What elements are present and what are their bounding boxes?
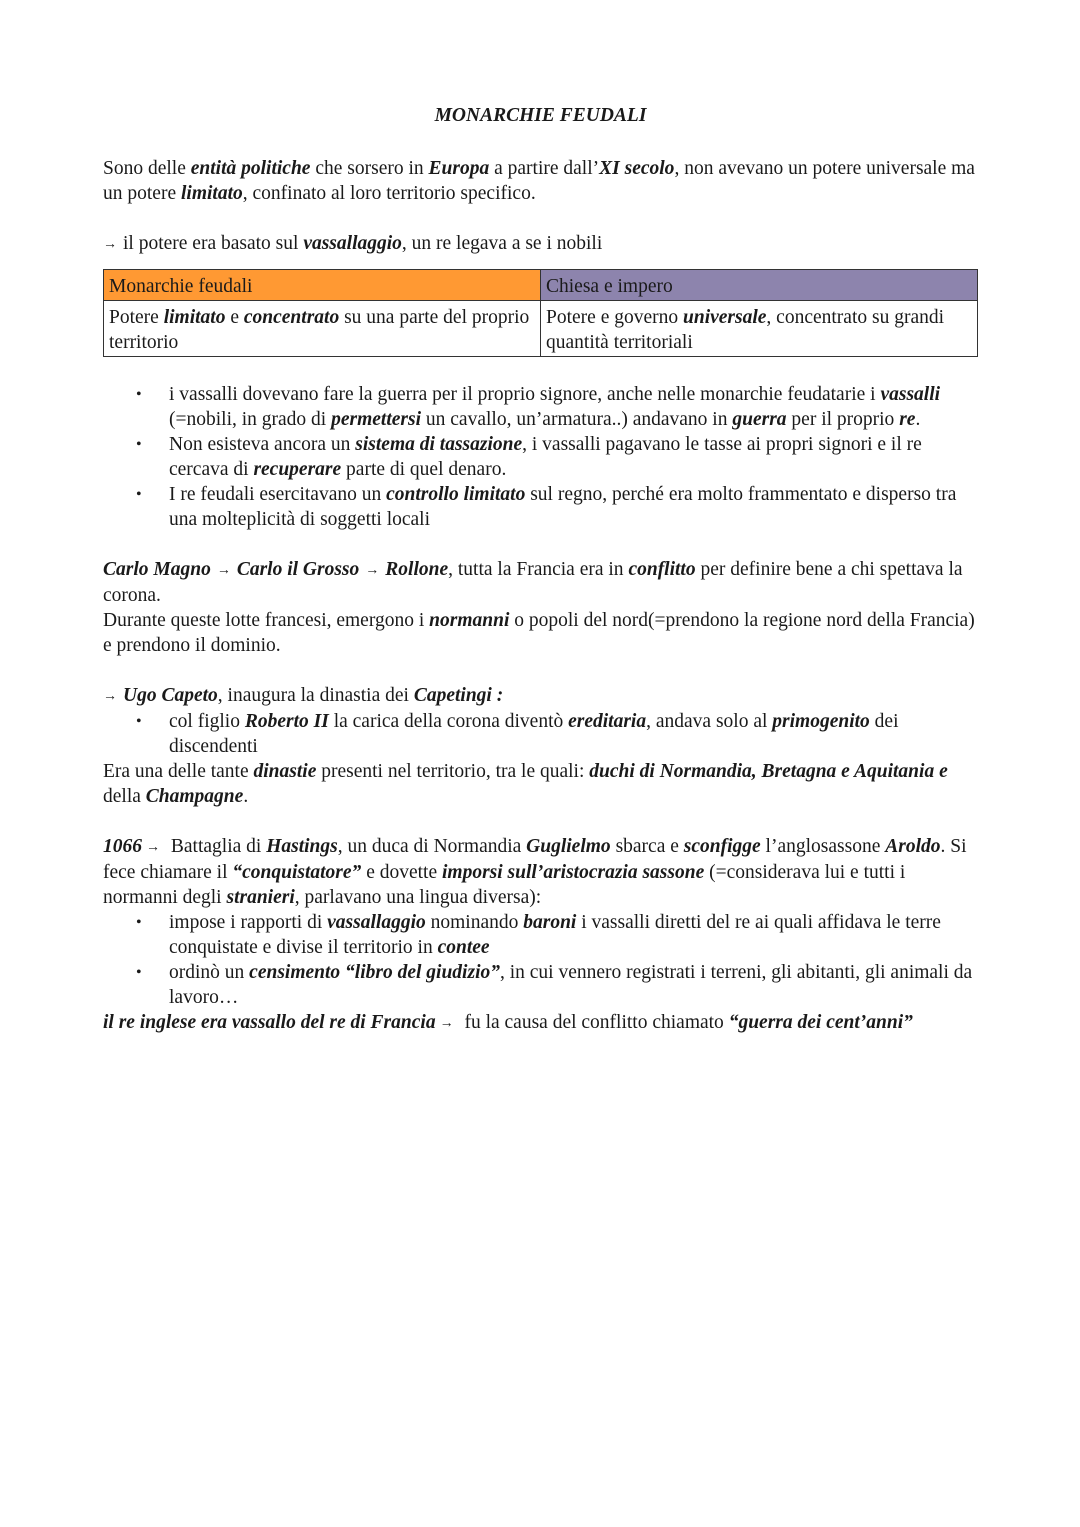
cell-chiesa-impero — [541, 301, 978, 357]
item-emphasis: re — [899, 409, 916, 430]
cell-monarchie-feudali — [104, 301, 541, 357]
capeto-paragraph — [103, 683, 978, 709]
item-emphasis: Roberto II — [244, 711, 329, 732]
closing-text: fu la causa del conflitto chiamato — [459, 1012, 729, 1033]
arrow-icon: → — [103, 237, 117, 252]
france-emphasis: normanni — [429, 610, 510, 631]
closing-paragraph — [103, 1010, 978, 1036]
capeto-text: della — [103, 786, 146, 807]
list-item — [103, 960, 978, 1010]
capeto-emphasis: Ugo Capeto — [123, 685, 218, 706]
cell-emphasis: universale — [683, 307, 767, 328]
item-emphasis: vassalli — [880, 384, 941, 405]
hastings-text: . Si fece chiamare il — [103, 836, 967, 883]
item-emphasis: censimento — [249, 962, 341, 983]
item-emphasis: vassallaggio — [327, 912, 426, 933]
item-text: la carica della corona diventò — [328, 711, 569, 732]
hastings-emphasis: imporsi sull’aristocrazia sassone — [442, 862, 705, 883]
cell-text: Potere — [109, 307, 164, 328]
vassal-paragraph — [103, 231, 978, 257]
france-text: per definire bene a chi spettava la corona. — [103, 559, 963, 606]
item-text: ordinò un — [169, 962, 250, 983]
france-text: o popoli del nord(=prendono la regione nord della Francia) e prendono il dominio. — [103, 610, 975, 656]
hastings-emphasis: “conquistatore” — [232, 862, 362, 883]
item-text: , i vassalli pagavano le tasse ai propri signori e il re cercava di — [169, 434, 922, 480]
table-header-row — [104, 270, 978, 301]
hastings-emphasis: 1066 — [103, 836, 142, 857]
intro-text: Sono delle — [103, 158, 191, 179]
intro-emphasis: limitato — [180, 183, 243, 204]
capeto-text: . — [243, 786, 249, 807]
item-emphasis: baroni — [523, 912, 577, 933]
france-paragraph — [103, 557, 978, 608]
item-text: I re feudali esercitavano un — [169, 484, 387, 505]
header-chiesa-impero: Chiesa e impero — [541, 270, 978, 301]
arrow-icon: → — [103, 689, 117, 704]
item-text: . — [915, 409, 921, 430]
item-text: , andava solo al — [646, 711, 773, 732]
bullet-icon: • — [136, 914, 142, 931]
item-emphasis: controllo limitato — [386, 484, 526, 505]
item-text: sul regno, perché era molto frammentato e disperso tra una molteplicità di soggetti locali — [169, 484, 957, 530]
hastings-emphasis: sconfigge — [683, 836, 761, 857]
cell-text: e — [225, 307, 244, 328]
closing-emphasis: “guerra dei cent’anni” — [728, 1012, 913, 1033]
hastings-emphasis: stranieri — [226, 887, 295, 908]
intro-paragraph — [103, 156, 978, 206]
item-text: Non esisteva ancora un — [169, 434, 356, 455]
item-text: i vassalli diretti del re ai quali affidava le terre conquistate e divise il territorio in — [169, 912, 941, 958]
france-emphasis: Rollone — [385, 559, 449, 580]
arrow-icon: → — [439, 1016, 454, 1031]
item-text: nominando — [425, 912, 524, 933]
capeto-emphasis: dinastie — [253, 761, 317, 782]
hastings-text: e dovette — [361, 862, 442, 883]
bullet-icon: • — [136, 964, 142, 981]
list-item — [103, 709, 978, 759]
cell-emphasis: concentrato — [243, 307, 340, 328]
vassal-text: , un re legava a se i nobili — [401, 233, 603, 254]
capeto-text: , inaugura la dinastia dei — [217, 685, 414, 706]
item-emphasis: contee — [437, 937, 490, 958]
intro-emphasis: Europa — [428, 158, 490, 179]
item-text: (=nobili, in grado di — [169, 409, 332, 430]
intro-text: , non avevano un potere universale ma un potere — [103, 158, 975, 204]
list-item — [103, 910, 978, 960]
france-emphasis: Carlo il Grosso — [236, 559, 360, 580]
bullet-icon: • — [136, 386, 142, 403]
hastings-text: , parlavano una lingua diversa): — [294, 887, 542, 908]
feudal-bullet-list — [103, 382, 978, 532]
item-emphasis: guerra — [732, 409, 787, 430]
item-emphasis: sistema di tassazione — [355, 434, 523, 455]
item-emphasis: primogenito — [772, 711, 870, 732]
intro-emphasis: entità politiche — [190, 158, 311, 179]
item-text: un cavallo, un’armatura..) andavano in — [421, 409, 733, 430]
cell-text: , concentrato su grandi quantità territoriali — [546, 307, 945, 353]
table-row — [104, 301, 978, 357]
hastings-text: l’anglosassone — [760, 836, 886, 857]
header-monarchie-feudali: Monarchie feudali — [104, 270, 541, 301]
cell-text: su una parte del proprio territorio — [109, 307, 530, 353]
item-text: i vassalli dovevano fare la guerra per il proprio signore, anche nelle monarchie feudatarie i — [169, 384, 881, 405]
hastings-text: Battaglia di — [166, 836, 267, 857]
intro-text: che sorsero in — [310, 158, 429, 179]
arrow-icon: → — [216, 563, 231, 578]
list-item — [103, 382, 978, 432]
cell-text: Potere e governo — [546, 307, 683, 328]
bullet-icon: • — [136, 486, 142, 503]
capeto-emphasis: duchi di Normandia, Bretagna e Aquitania e — [589, 761, 948, 782]
capeto-text: presenti nel territorio, tra le quali: — [316, 761, 590, 782]
normanni-paragraph — [103, 608, 978, 658]
arrow-icon: → — [365, 563, 380, 578]
hastings-paragraph — [103, 834, 978, 910]
hastings-emphasis: Aroldo — [885, 836, 941, 857]
france-emphasis: Carlo Magno — [103, 559, 211, 580]
intro-emphasis: XI secolo — [599, 158, 675, 179]
vassal-emphasis: vassallaggio — [303, 233, 402, 254]
item-emphasis: permettersi — [331, 409, 422, 430]
hastings-text: sbarca e — [610, 836, 684, 857]
list-item — [103, 482, 978, 532]
item-text: , in cui vennero registrati i terreni, gli abitanti, gli animali da lavoro… — [169, 962, 973, 1008]
hastings-text: (=considerava lui e tutti i normanni degli — [103, 862, 906, 908]
item-text: per il proprio — [786, 409, 900, 430]
france-text: Durante queste lotte francesi, emergono i — [103, 610, 430, 631]
item-emphasis: “libro del giudizio” — [345, 962, 500, 983]
capeto-emphasis: Capetingi : — [413, 685, 504, 706]
cell-emphasis: limitato — [163, 307, 226, 328]
hastings-emphasis: Guglielmo — [526, 836, 611, 857]
capeto-text: Era una delle tante — [103, 761, 254, 782]
bullet-icon: • — [136, 436, 142, 453]
hastings-emphasis: Hastings — [266, 836, 338, 857]
item-text: impose i rapporti di — [169, 912, 328, 933]
hastings-bullet-list — [103, 910, 978, 1010]
item-emphasis: ereditaria — [568, 711, 647, 732]
france-text: , tutta la Francia era in — [448, 559, 629, 580]
closing-emphasis: il re inglese era vassallo del re di Francia — [103, 1012, 436, 1033]
item-text: dei discendenti — [169, 711, 899, 757]
arrow-icon: → — [146, 840, 160, 855]
capeto-bullet-list — [103, 709, 978, 759]
list-item — [103, 432, 978, 482]
item-emphasis: recuperare — [253, 459, 342, 480]
capeto-emphasis: Champagne — [145, 786, 244, 807]
item-text: parte di quel denaro. — [341, 459, 507, 480]
document-title: MONARCHIE FEUDALI — [434, 105, 647, 126]
dinastie-paragraph — [103, 759, 978, 809]
document-page — [103, 101, 978, 1036]
intro-text: , confinato al loro territorio specifico. — [242, 183, 536, 204]
hastings-text: , un duca di Normandia — [337, 836, 527, 857]
france-emphasis: conflitto — [628, 559, 696, 580]
vassal-text: il potere era basato sul — [123, 233, 304, 254]
item-text: col figlio — [169, 711, 245, 732]
intro-text: a partire dall’ — [489, 158, 600, 179]
bullet-icon: • — [136, 713, 142, 730]
comparison-table — [103, 269, 978, 357]
